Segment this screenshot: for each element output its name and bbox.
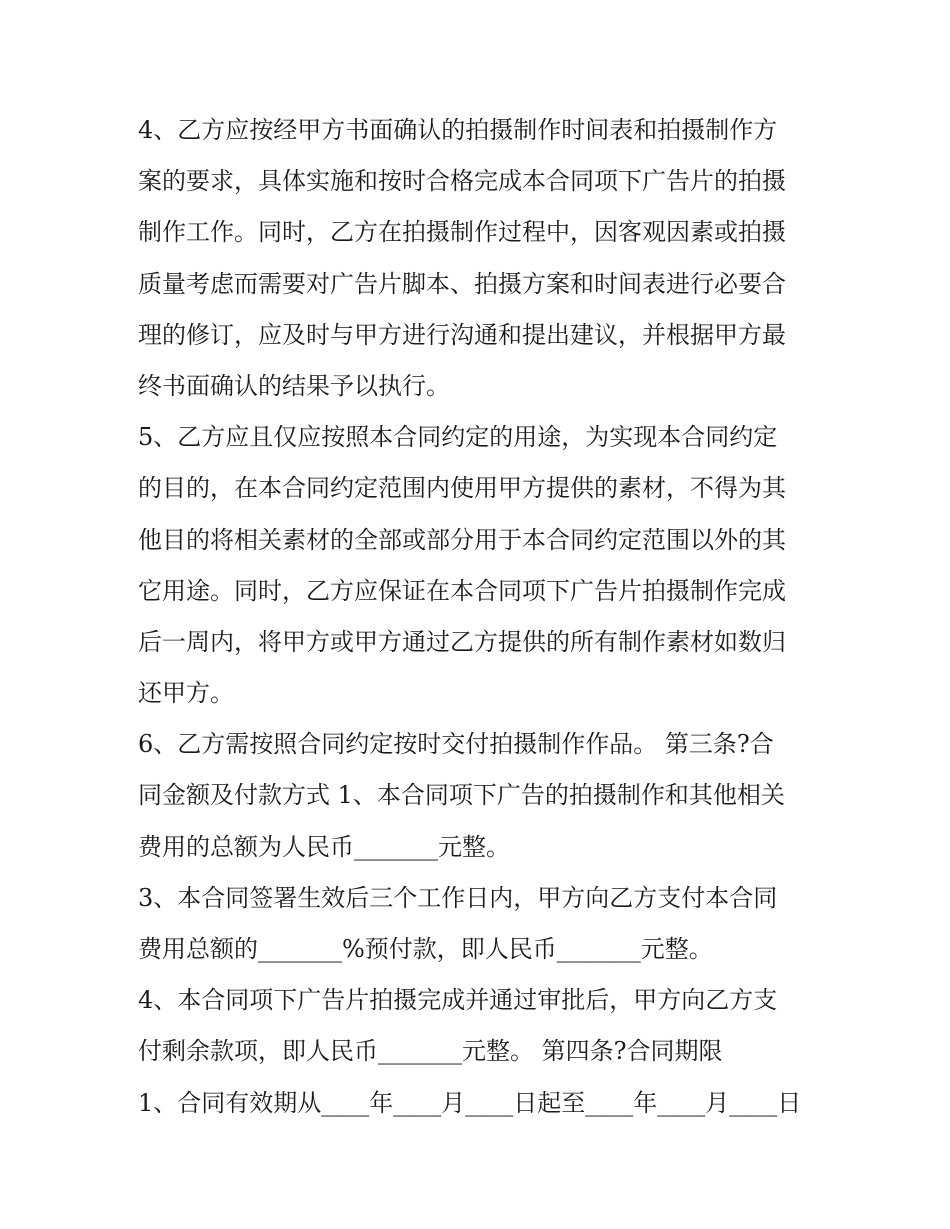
text-line: 他目的将相关素材的全部或部分用于本合同约定范围以外的其 — [138, 525, 786, 554]
text-line: 案的要求，具体实施和按时合格完成本合同项下广告片的拍摄 — [138, 167, 786, 196]
text-line: 它用途。同时，乙方应保证在本合同项下广告片拍摄制作完成 — [138, 576, 786, 605]
text-line: 3、本合同签署生效后三个工作日内，甲方向乙方支付本合同 — [138, 883, 778, 912]
text-line: 6、乙方需按照合同约定按时交付拍摄制作作品。 第三条?合 — [138, 730, 774, 759]
text-line: 同金额及付款方式 1、本合同项下广告的拍摄制作和其他相关 — [138, 781, 785, 810]
text-line: 的目的，在本合同约定范围内使用甲方提供的素材，不得为其 — [138, 474, 786, 503]
text-line: 4、本合同项下广告片拍摄完成并通过审批后，甲方向乙方支 — [138, 986, 778, 1015]
text-line: 4、乙方应按经甲方书面确认的拍摄制作时间表和拍摄制作方 — [138, 116, 778, 144]
document-page — [138, 105, 818, 1129]
text-line: 费用的总额为人民币_______元整。 — [138, 832, 510, 861]
paragraph-payment-4 — [138, 975, 818, 1077]
text-line: 制作工作。同时，乙方在拍摄制作过程中，因客观因素或拍摄 — [138, 218, 786, 247]
text-line: 后一周内，将甲方或甲方通过乙方提供的所有制作素材如数归 — [138, 627, 786, 656]
paragraph-payment-3 — [138, 873, 818, 975]
paragraph-term-1 — [138, 1078, 818, 1129]
text-line: 理的修订，应及时与甲方进行沟通和提出建议，并根据甲方最 — [138, 320, 786, 349]
text-line: 付剩余款项，即人民币_______元整。 第四条?合同期限 — [138, 1037, 723, 1066]
paragraph-clause-6 — [138, 719, 818, 873]
text-line: 5、乙方应且仅应按照本合同约定的用途，为实现本合同约定 — [138, 423, 778, 452]
paragraph-clause-5 — [138, 412, 818, 719]
text-line: 费用总额的_______%预付款，即人民币_______元整。 — [138, 935, 713, 963]
text-line: 还甲方。 — [138, 679, 234, 708]
paragraph-clause-4 — [138, 105, 818, 412]
text-line: 终书面确认的结果予以执行。 — [138, 371, 450, 400]
text-line: 1、合同有效期从____年____月____日起至____年____月____日 — [138, 1088, 802, 1117]
text-line: 质量考虑而需要对广告片脚本、拍摄方案和时间表进行必要合 — [138, 269, 786, 298]
